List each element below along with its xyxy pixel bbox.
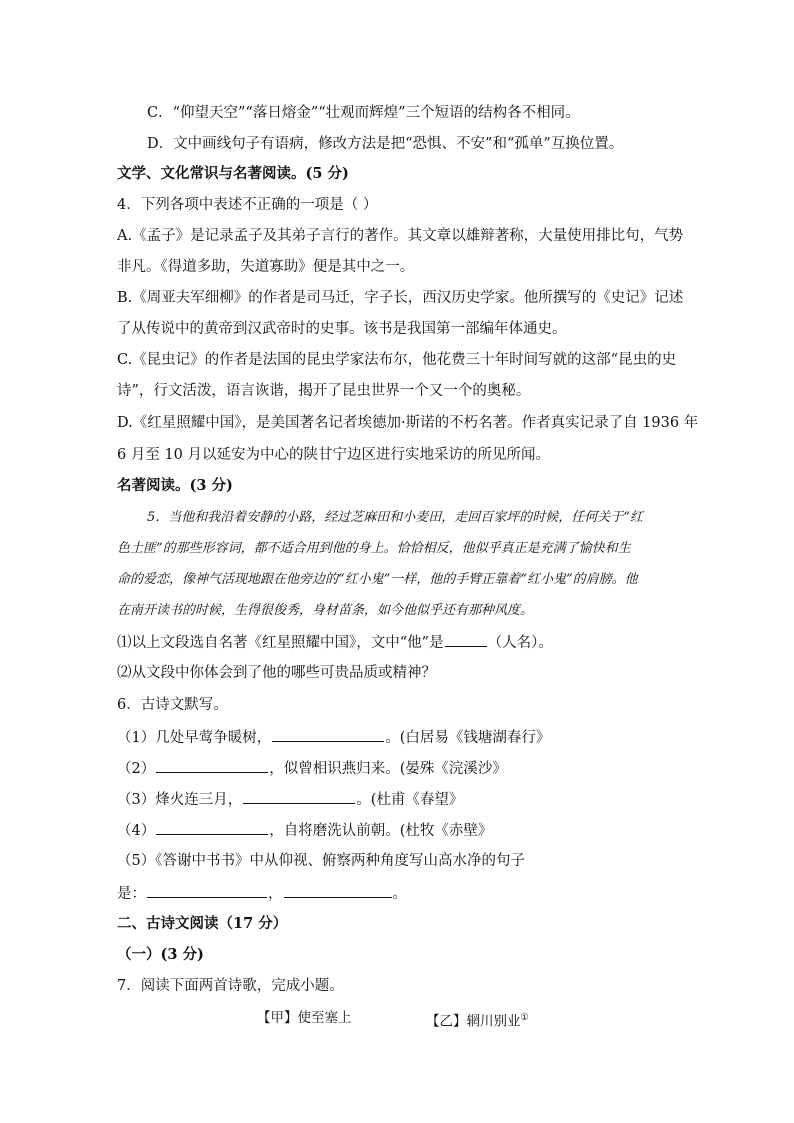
q4-option-c-line1: C.《昆虫记》的作者是法国的昆虫学家法布尔，他花费三十年时间写就的这部“昆虫的史 (117, 352, 677, 368)
q6-item-2-source: ，似曾相识燕归来。(晏殊《浣溪沙》 (269, 761, 507, 777)
q4-option-c-line2: 诗”，行文活泼，语言诙谐，揭开了昆虫世界一个又一个的奥秘。 (117, 383, 531, 399)
q6-item-5-sep: ， (268, 886, 283, 902)
q7-stem: 7．阅读下面两首诗歌，完成小题。 (117, 978, 344, 994)
section-heading-classics: 名著阅读。(3 分) (117, 477, 233, 494)
q4-option-b-line1: B.《周亚夫军细柳》的作者是司马迁，字子长，西汉历史学家。他所撰写的《史记》记述 (117, 290, 684, 306)
q3-option-c: C．“仰望天空”“落日熔金”“壮观而辉煌”三个短语的结构各不相同。 (147, 105, 580, 121)
poem-b-title (426, 1008, 529, 1032)
q6-item-4 (117, 820, 492, 841)
q6-stem: 6．古诗文默写。 (117, 697, 228, 713)
q4-option-b-line2: 了从传说中的黄帝到汉武帝时的史事。该书是我国第一部编年体通史。 (117, 321, 567, 337)
poem-b-title-text: 【乙】辋川别业 (426, 1013, 521, 1030)
q6-item-5-prefix: 是： (117, 886, 146, 902)
q5-sub2: ⑵从文段中你体会到了他的哪些可贵品质或精神？ (117, 665, 436, 681)
q5-passage-line4: 在南开读书的时候，生得很俊秀，身材苗条，如今他似乎还有那种风度。 (117, 603, 534, 618)
q5-sub1-text: ⑴以上文段选自名著《红星照耀中国》，文中“他”是 (117, 635, 444, 651)
q6-blank-4[interactable] (156, 820, 268, 835)
q4-option-d-line1: D.《红星照耀中国》，是美国著名记者埃德加·斯诺的不朽名著。作者真实记录了自 1936 年 (117, 415, 699, 431)
q5-passage-line3: 命的爱恋，像神气活现地跟在他旁边的“红小鬼”一样，他的手臂正靠着“红小鬼”的肩膀。他 (117, 572, 638, 587)
q6-blank-5b[interactable] (284, 883, 392, 898)
q6-item-5-end: 。 (392, 886, 407, 902)
q6-item-3-source: 。(杜甫《春望》 (356, 792, 464, 808)
section-heading-poetry: 二、古诗文阅读（17 分） (117, 915, 288, 932)
subsection-heading-1: （一）(3 分) (117, 946, 204, 963)
q6-item-1-source: 。(白居易《钱塘湖春行》 (385, 730, 551, 746)
q5-sub1-suffix: （人名）。 (487, 635, 553, 651)
q6-item-2-prompt: （2） (117, 761, 156, 777)
q5-sub1 (117, 632, 553, 653)
q4-stem: 4．下列各项中表述不正确的一项是（ ） (117, 197, 378, 213)
q4-option-a-line2: 非凡。《得道多助，失道寡助》便是其中之一。 (117, 259, 415, 275)
q6-blank-3[interactable] (243, 789, 355, 804)
q6-item-3 (117, 789, 463, 810)
q6-item-2 (117, 758, 507, 779)
q5-answer-blank[interactable] (445, 632, 487, 647)
q3-option-d: D．文中画线句子有语病，修改方法是把“恐惧、不安”和“孤单”互换位置。 (147, 136, 624, 152)
q6-item-5-answer (117, 883, 407, 904)
q6-item-4-prompt: （4） (117, 823, 156, 839)
poem-a-title: 【甲】使至塞上 (257, 1010, 352, 1026)
section-heading-literature: 文学、文化常识与名著阅读。(5 分) (117, 165, 349, 182)
q6-item-1 (117, 727, 550, 748)
poem-b-footnote-marker: ① (520, 1013, 529, 1023)
q6-item-1-prompt: （1）几处早莺争暖树， (117, 730, 272, 746)
q6-blank-2[interactable] (156, 758, 268, 773)
q4-option-d-line2: 6 月至 10 月以延安为中心的陕甘宁边区进行实地采访的所见所闻。 (117, 447, 551, 463)
q4-option-a-line1: A.《孟子》是记录孟子及其弟子言行的著作。其文章以雄辩著称，大量使用排比句，气势 (117, 228, 684, 244)
q6-item-4-source: ，自将磨洗认前朝。(杜牧《赤壁》 (269, 823, 493, 839)
q6-item-3-prompt: （3）烽火连三月， (117, 792, 243, 808)
q6-item-5: （5）《答谢中书书》中从仰视、俯察两种角度写山高水净的句子 (117, 853, 525, 869)
q5-passage-line2: 色土匪”的那些形容词，都不适合用到他的身上。恰恰相反，他似乎真正是充满了愉快和生 (117, 541, 631, 556)
q6-blank-5a[interactable] (147, 883, 267, 898)
q5-passage-line1: 5．当他和我沿着安静的小路，经过芝麻田和小麦田，走回百家坪的时候，任何关于“红 (147, 510, 643, 525)
q6-blank-1[interactable] (272, 727, 384, 742)
